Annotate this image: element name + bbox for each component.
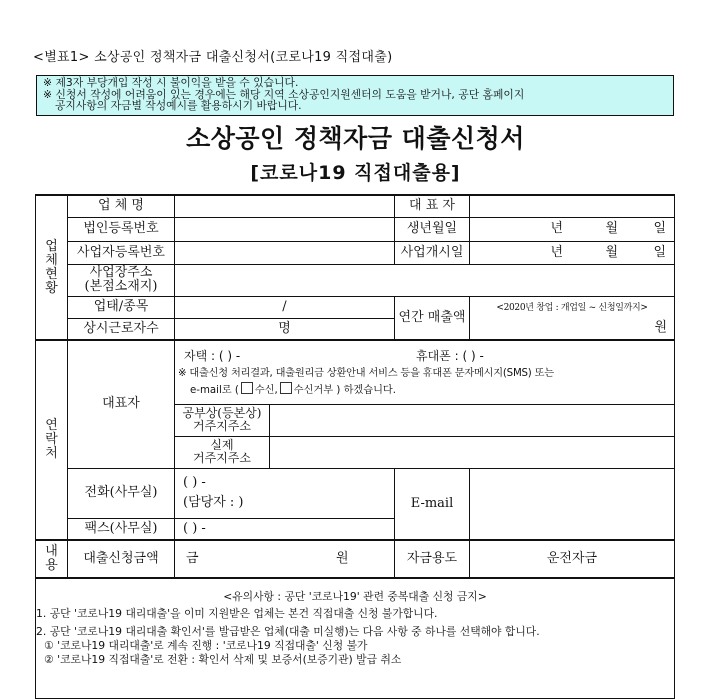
label-employees: 상시근로자수 [68, 318, 175, 340]
field-representative[interactable] [470, 195, 675, 217]
field-office-fax[interactable]: ( ) - [175, 518, 395, 540]
precaution-2b: ② '코로나19 직접대출'로 전환 : 확인서 삭제 및 보증서(보증기관) 발급 취소 [44, 653, 402, 666]
field-employees[interactable]: 명 [175, 318, 395, 340]
label-industry: 업태/종목 [68, 296, 175, 318]
sales-unit: 원 [654, 319, 667, 335]
field-registered-address[interactable] [270, 404, 675, 436]
precaution-2: 2. 공단 '코로나19 대리대출 확인서'를 발급받은 업체(대출 미실행)는 다음 사항 중 하나를 선택해야 합니다. [36, 625, 540, 638]
field-actual-address[interactable] [270, 436, 675, 468]
section-loan-content: 내 용 [36, 540, 68, 578]
field-biz-reg-no[interactable] [175, 241, 395, 264]
label-office-phone: 전화(사무실) [68, 468, 175, 518]
field-business-address[interactable] [175, 264, 675, 296]
label-birth-date: 생년월일 [395, 217, 470, 241]
field-office-phone[interactable]: ( ) - (담당자 : ) [175, 468, 395, 518]
section-contact: 연 락 처 [36, 340, 68, 540]
label-fund-usage: 자금용도 [395, 540, 470, 578]
application-form-table [35, 194, 675, 699]
notice-line-1: ※ 제3자 부당개입 작성 시 불이익을 받을 수 있습니다. [43, 76, 299, 89]
form-title: 소상공인 정책자금 대출신청서 [186, 124, 525, 153]
sales-note: <2020년 창업 : 개업일 ~ 신청일까지> [496, 302, 648, 313]
sms-receive-checkbox[interactable] [241, 382, 253, 394]
label-actual-address: 실제 거주지주소 [175, 436, 270, 468]
label-business-address: 사업장주소 (본점소재지) [68, 264, 175, 296]
field-rep-phones[interactable]: 자택 : ( ) - 휴대폰 : ( ) - ※ 대출신청 처리결과, 대출원리금 상환안내 서비스 등을 휴대폰 문자메시지(SMS) 또는 e-mail로 ( 수신, 수신거부 ) 하겠습니다. [175, 340, 675, 404]
notice-line-3: 공지사항의 자금별 작성예시를 활용하시기 바랍니다. [55, 99, 302, 112]
notice-line-2: ※ 신청서 작성에 어려움이 있는 경우에는 해당 지역 소상공인지원센터의 도움을 받거나, 공단 홈페이지 [43, 87, 525, 101]
precautions-section [36, 578, 675, 698]
field-fund-usage: 운전자금 [470, 540, 675, 578]
field-annual-sales[interactable] [470, 296, 675, 340]
sms-reject-checkbox[interactable] [280, 382, 292, 394]
field-loan-amount[interactable]: 금 원 [175, 540, 395, 578]
field-industry[interactable]: / [175, 296, 395, 318]
label-loan-amount: 대출신청금액 [68, 540, 175, 578]
label-open-date: 사업개시일 [395, 241, 470, 264]
label-email: E-mail [395, 468, 470, 540]
field-email[interactable] [470, 468, 675, 540]
label-representative: 대 표 자 [395, 195, 470, 217]
field-corp-reg-no[interactable] [175, 217, 395, 241]
form-caption: <별표1> 소상공인 정책자금 대출신청서(코로나19 직접대출) [33, 50, 393, 65]
form-subtitle: [코로나19 직접대출용] [250, 162, 461, 184]
section-business-status: 업 체 현 황 [36, 195, 68, 340]
field-birth-date[interactable]: 년 월 일 [470, 217, 675, 241]
label-company-name: 업 체 명 [68, 195, 175, 217]
label-corp-reg-no: 법인등록번호 [68, 217, 175, 241]
label-annual-sales: 연간 매출액 [395, 296, 470, 340]
label-rep-contact: 대표자 [68, 340, 175, 468]
field-company-name[interactable] [175, 195, 395, 217]
notice-box [36, 75, 674, 116]
precaution-2a: ① '코로나19 대리대출'로 계속 진행 : '코로나19 직접대출' 신청 불가 [44, 639, 368, 652]
label-biz-reg-no: 사업자등록번호 [68, 241, 175, 264]
precaution-1: 1. 공단 '코로나19 대리대출'을 이미 지원받은 업체는 본건 직접대출 신청 불가합니다. [36, 607, 438, 620]
label-office-fax: 팩스(사무실) [68, 518, 175, 540]
label-registered-address: 공부상(등본상) 거주지주소 [175, 404, 270, 436]
precautions-header: <유의사항 : 공단 '코로나19' 관련 중복대출 신청 금지> [223, 590, 487, 603]
field-open-date[interactable]: 년 월 일 [470, 241, 675, 264]
